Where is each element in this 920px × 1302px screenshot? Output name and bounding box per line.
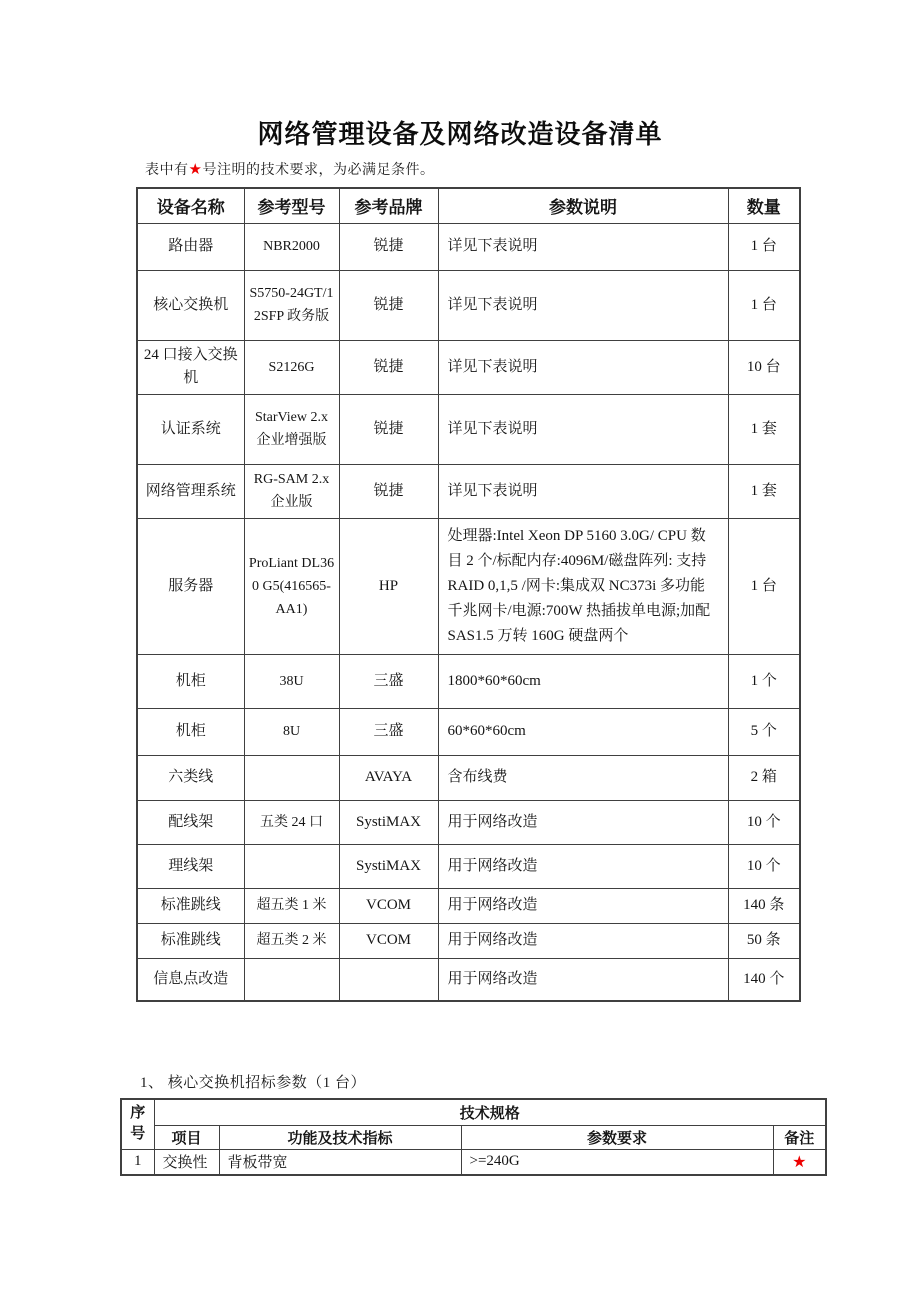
cell-brand: 锐捷 bbox=[339, 394, 438, 464]
table-row bbox=[137, 888, 800, 923]
column-header-model: 参考型号 bbox=[244, 188, 339, 223]
table-row bbox=[137, 340, 800, 394]
cell-qty: 10 个 bbox=[728, 800, 800, 844]
cell-name: 机柜 bbox=[137, 654, 244, 708]
cell-brand: SystiMAX bbox=[339, 800, 438, 844]
column-header-remark: 备注 bbox=[773, 1125, 826, 1149]
table-row bbox=[137, 958, 800, 1001]
cell-qty: 5 个 bbox=[728, 708, 800, 755]
cell-name: 理线架 bbox=[137, 844, 244, 888]
cell-name: 网络管理系统 bbox=[137, 464, 244, 518]
cell-spec: 详见下表说明 bbox=[438, 270, 728, 340]
cell-model bbox=[244, 844, 339, 888]
cell-model: RG-SAM 2.x 企业版 bbox=[244, 464, 339, 518]
column-header-qty: 数量 bbox=[728, 188, 800, 223]
cell-name: 24 口接入交换机 bbox=[137, 340, 244, 394]
table-row bbox=[137, 223, 800, 270]
cell-brand: VCOM bbox=[339, 888, 438, 923]
cell-spec: 详见下表说明 bbox=[438, 340, 728, 394]
cell-spec: 用于网络改造 bbox=[438, 844, 728, 888]
cell-spec: 用于网络改造 bbox=[438, 888, 728, 923]
cell-qty: 140 个 bbox=[728, 958, 800, 1001]
page-title: 网络管理设备及网络改造设备清单 bbox=[257, 119, 663, 149]
cell-brand: 三盛 bbox=[339, 708, 438, 755]
spec-table-header-row-1 bbox=[121, 1099, 826, 1125]
table-row bbox=[137, 654, 800, 708]
cell-qty: 10 个 bbox=[728, 844, 800, 888]
cell-brand: 三盛 bbox=[339, 654, 438, 708]
column-header-indicator: 功能及技术指标 bbox=[219, 1125, 461, 1149]
note-prefix: 表中有 bbox=[145, 163, 189, 178]
cell-indicator: 背板带宽 bbox=[219, 1149, 461, 1175]
cell-model: S2126G bbox=[244, 340, 339, 394]
cell-serial: 1 bbox=[121, 1149, 154, 1175]
cell-qty: 1 套 bbox=[728, 394, 800, 464]
cell-qty: 50 条 bbox=[728, 923, 800, 958]
cell-model: 超五类 1 米 bbox=[244, 888, 339, 923]
table-row bbox=[137, 708, 800, 755]
cell-requirement: >=240G bbox=[461, 1149, 773, 1175]
cell-qty: 1 个 bbox=[728, 654, 800, 708]
table-row bbox=[137, 923, 800, 958]
column-header-spec: 参数说明 bbox=[438, 188, 728, 223]
cell-qty: 2 箱 bbox=[728, 755, 800, 800]
cell-model: 超五类 2 米 bbox=[244, 923, 339, 958]
note-suffix: 号注明的技术要求，为必满足条件。 bbox=[202, 163, 435, 178]
table-row bbox=[121, 1149, 826, 1175]
cell-spec: 用于网络改造 bbox=[438, 800, 728, 844]
cell-qty: 1 套 bbox=[728, 464, 800, 518]
cell-spec: 详见下表说明 bbox=[438, 223, 728, 270]
cell-name: 机柜 bbox=[137, 708, 244, 755]
cell-spec: 60*60*60cm bbox=[438, 708, 728, 755]
table-row bbox=[137, 755, 800, 800]
cell-model: NBR2000 bbox=[244, 223, 339, 270]
section-heading: 1、 核心交换机招标参数（1 台） bbox=[140, 1075, 367, 1091]
column-header-serial: 序号 bbox=[121, 1099, 154, 1149]
cell-brand: HP bbox=[339, 518, 438, 654]
cell-model: ProLiant DL360 G5(416565-AA1) bbox=[244, 518, 339, 654]
cell-model: S5750-24GT/12SFP 政务版 bbox=[244, 270, 339, 340]
table-row bbox=[137, 270, 800, 340]
cell-name: 信息点改造 bbox=[137, 958, 244, 1001]
cell-brand: VCOM bbox=[339, 923, 438, 958]
equipment-table bbox=[136, 187, 801, 1002]
cell-item: 交换性 bbox=[154, 1149, 219, 1175]
cell-name: 路由器 bbox=[137, 223, 244, 270]
cell-model bbox=[244, 958, 339, 1001]
spec-table-header-row-2 bbox=[121, 1125, 826, 1149]
cell-brand: SystiMAX bbox=[339, 844, 438, 888]
cell-model: 8U bbox=[244, 708, 339, 755]
cell-qty: 1 台 bbox=[728, 518, 800, 654]
cell-name: 标准跳线 bbox=[137, 923, 244, 958]
cell-brand: 锐捷 bbox=[339, 223, 438, 270]
column-header-requirement: 参数要求 bbox=[461, 1125, 773, 1149]
cell-brand: AVAYA bbox=[339, 755, 438, 800]
table-row bbox=[137, 800, 800, 844]
cell-brand: 锐捷 bbox=[339, 270, 438, 340]
cell-name: 服务器 bbox=[137, 518, 244, 654]
cell-brand: 锐捷 bbox=[339, 340, 438, 394]
column-header-tech-spec: 技术规格 bbox=[154, 1099, 826, 1125]
cell-name: 标准跳线 bbox=[137, 888, 244, 923]
table-row bbox=[137, 844, 800, 888]
cell-spec: 1800*60*60cm bbox=[438, 654, 728, 708]
cell-qty: 1 台 bbox=[728, 270, 800, 340]
cell-brand bbox=[339, 958, 438, 1001]
cell-spec: 处理器:Intel Xeon DP 5160 3.0G/ CPU 数目 2 个/标配内存:4096M/磁盘阵列: 支持 RAID 0,1,5 /网卡:集成双 NC373i 多功能千兆网卡/电源:700W 热插拔单电源;加配 SAS1.5 万转 160G 硬盘两个 bbox=[438, 518, 728, 654]
cell-spec: 详见下表说明 bbox=[438, 464, 728, 518]
cell-model: 38U bbox=[244, 654, 339, 708]
equipment-table-header-row bbox=[137, 188, 800, 223]
spec-table bbox=[120, 1098, 827, 1176]
cell-model bbox=[244, 755, 339, 800]
table-row bbox=[137, 518, 800, 654]
column-header-item: 项目 bbox=[154, 1125, 219, 1149]
cell-qty: 140 条 bbox=[728, 888, 800, 923]
mandatory-note bbox=[145, 159, 434, 179]
table-row bbox=[137, 464, 800, 518]
cell-qty: 1 台 bbox=[728, 223, 800, 270]
cell-spec: 用于网络改造 bbox=[438, 923, 728, 958]
cell-spec: 用于网络改造 bbox=[438, 958, 728, 1001]
table-row bbox=[137, 394, 800, 464]
mandatory-star-icon: ★ bbox=[773, 1149, 826, 1175]
cell-spec: 含布线费 bbox=[438, 755, 728, 800]
cell-name: 核心交换机 bbox=[137, 270, 244, 340]
cell-model: StarView 2.x 企业增强版 bbox=[244, 394, 339, 464]
column-header-brand: 参考品牌 bbox=[339, 188, 438, 223]
cell-spec: 详见下表说明 bbox=[438, 394, 728, 464]
column-header-name: 设备名称 bbox=[137, 188, 244, 223]
cell-name: 配线架 bbox=[137, 800, 244, 844]
mandatory-star-icon: ★ bbox=[188, 162, 203, 178]
cell-model: 五类 24 口 bbox=[244, 800, 339, 844]
cell-brand: 锐捷 bbox=[339, 464, 438, 518]
cell-name: 认证系统 bbox=[137, 394, 244, 464]
cell-qty: 10 台 bbox=[728, 340, 800, 394]
cell-name: 六类线 bbox=[137, 755, 244, 800]
